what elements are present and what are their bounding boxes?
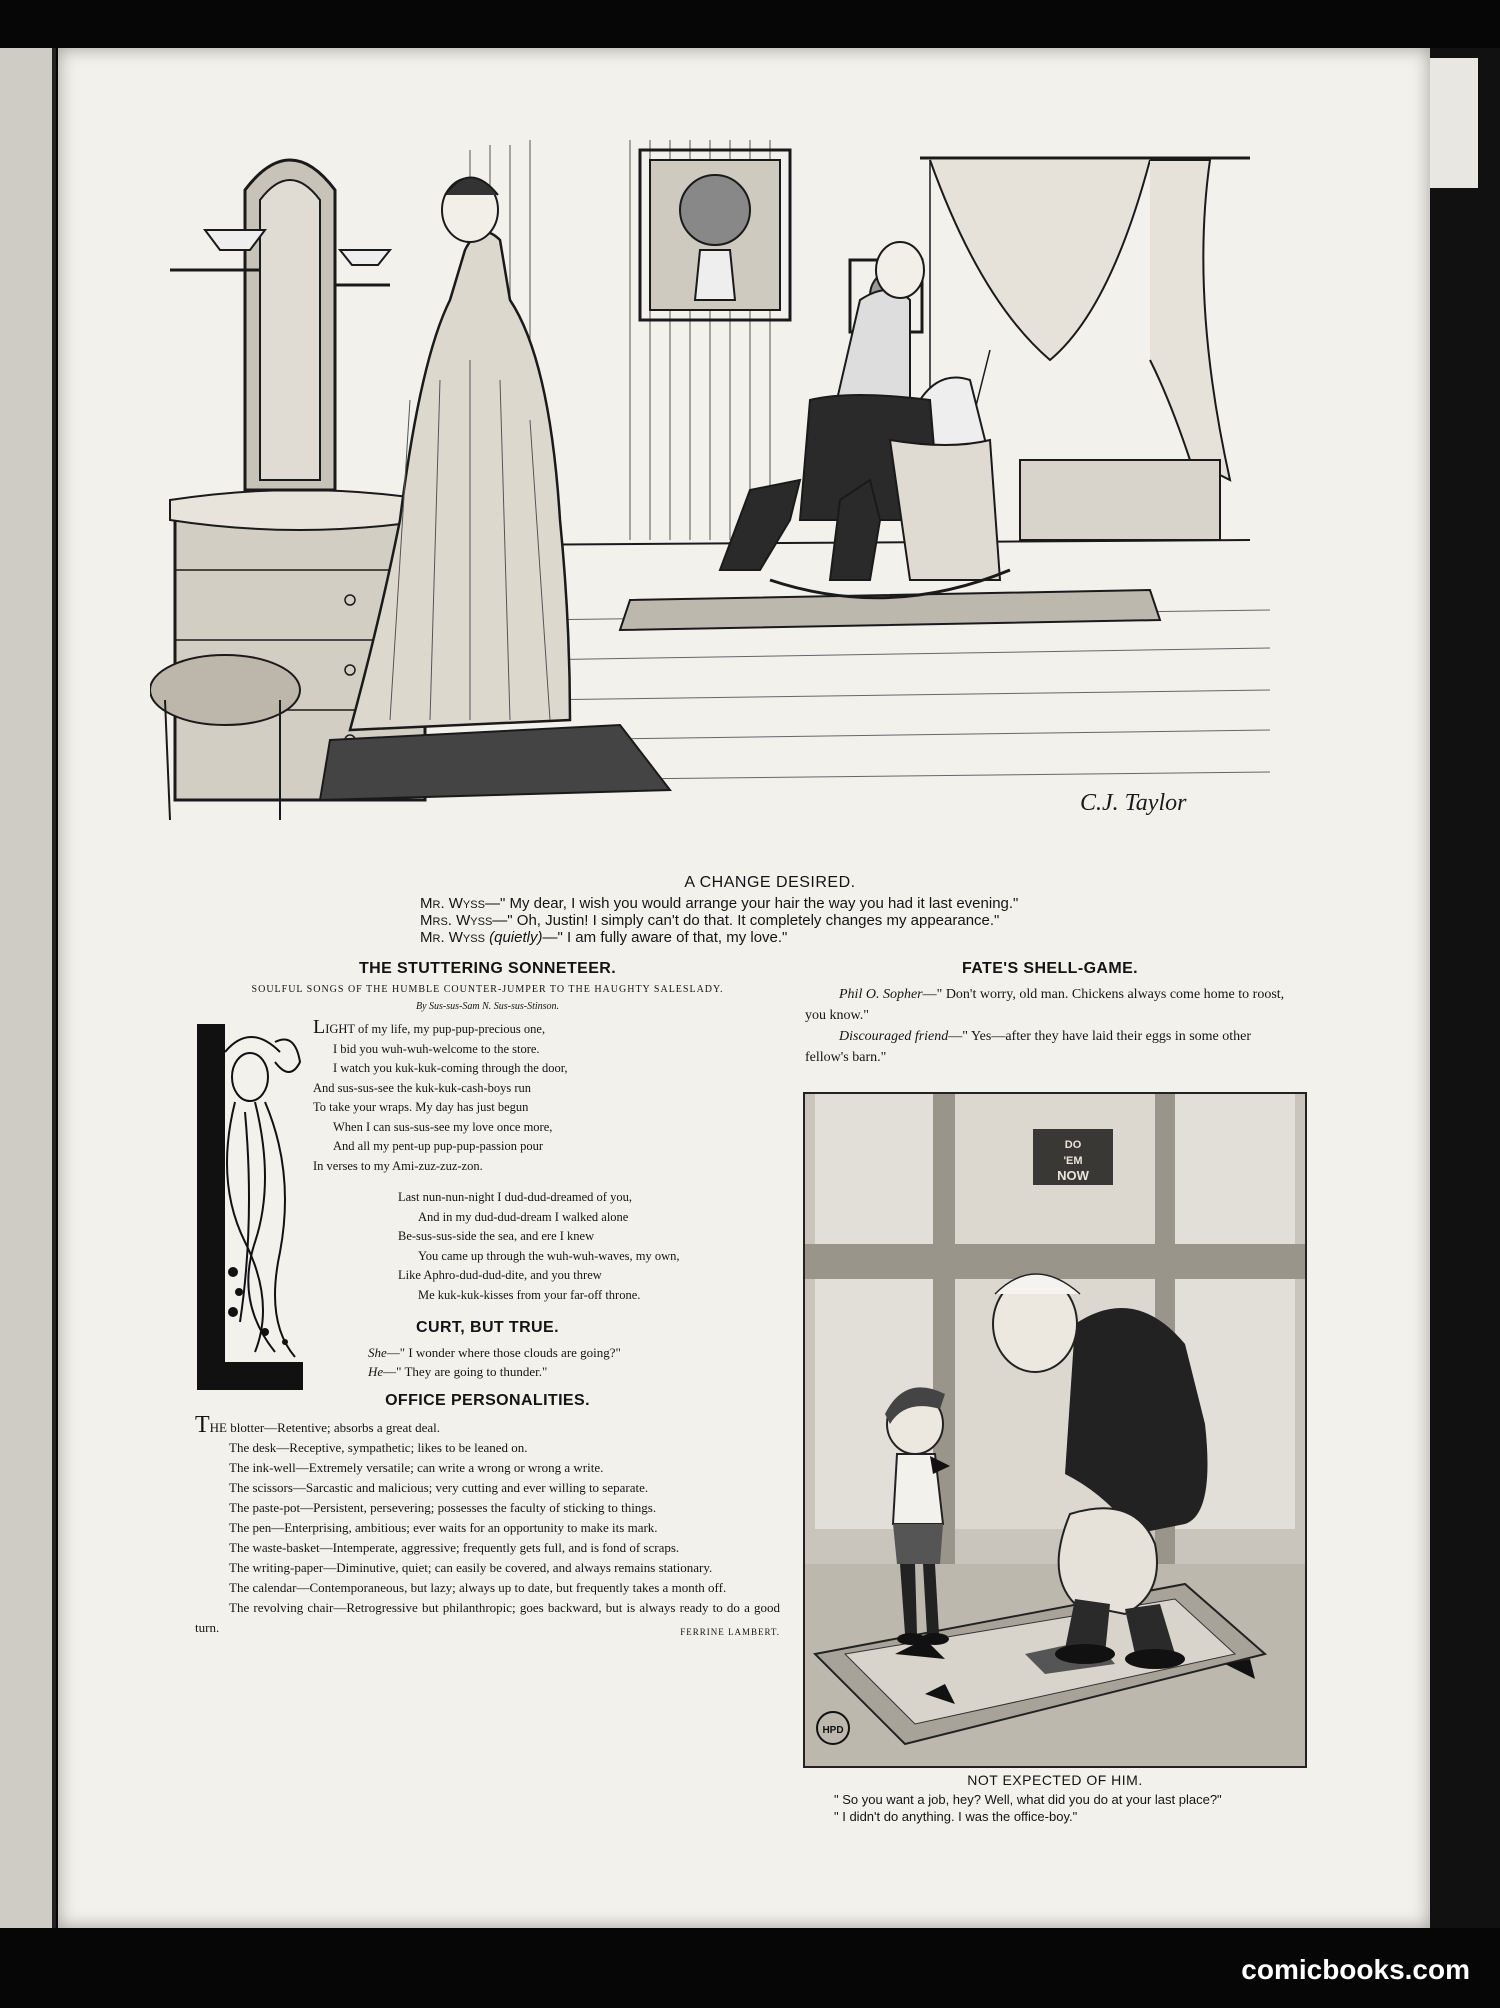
dialogue-line: He—" They are going to thunder." <box>368 1364 548 1379</box>
poem-line: And all my pent-up pup-pup-passion pour <box>333 1139 544 1153</box>
poem-line: And sus-sus-see the kuk-kuk-cash-boys run <box>313 1080 532 1095</box>
dialogue-line <box>420 929 1120 946</box>
dialogue-line: Phil O. Sopher—" Don't worry, old man. Chickens always come home to roost, you know." <box>805 987 1285 1023</box>
poem-line: I watch you kuk-kuk-coming through the door, <box>333 1061 568 1075</box>
paper-tab <box>1430 58 1478 188</box>
sonnet-stanza-2 <box>398 1188 780 1305</box>
caption-title: A CHANGE DESIRED. <box>684 874 856 891</box>
top-cartoon-illustration <box>150 100 1300 860</box>
office-item: The scissors—Sarcastic and malicious; very cutting and ever willing to separate. <box>229 1480 649 1495</box>
dialogue-line: She—" I wonder where those clouds are going?" <box>368 1345 621 1360</box>
sonneteer-title: THE STUTTERING SONNETEER. <box>358 960 617 977</box>
drop-cap: L <box>313 1016 326 1038</box>
office-item: The pen—Enterprising, ambitious; ever waits for an opportunity to make its mark. <box>229 1520 658 1535</box>
office-item: The writing-paper—Diminutive, quiet; can easily be covered, and always remains stationary. <box>229 1560 713 1575</box>
curt-title: CURT, BUT TRUE. <box>416 1319 559 1336</box>
speaker: She <box>368 1345 387 1360</box>
office-item: The revolving chair—Retrogressive but philanthropic; goes backward, but is always ready to do a good turn. FERRINE LAMBERT. <box>195 1598 780 1638</box>
office-item: The paste-pot—Persistent, persevering; possesses the faculty of sticking to things. <box>229 1500 657 1515</box>
dialogue-text: —" My dear, I wish you would arrange your hair the way you had it last evening." <box>484 895 1019 912</box>
fate-dialogue <box>805 984 1295 1068</box>
poem-line: Be-sus-sus-side the sea, and ere I knew <box>398 1229 595 1243</box>
poem-line: To take your wraps. My day has just begun <box>313 1100 529 1114</box>
poem-line: Me kuk-kuk-kisses from your far-off throne. <box>418 1287 641 1302</box>
sonnet-block <box>195 1018 780 1381</box>
poem-line: Like Aphro-dud-dud-dite, and you threw <box>398 1268 602 1282</box>
top-cartoon-caption <box>420 874 1120 946</box>
speaker: Mr. Wyss <box>420 929 485 946</box>
left-column <box>195 960 780 1642</box>
office-item: The calendar—Contemporaneous, but lazy; always up to date, but frequently takes a month off. <box>229 1580 727 1595</box>
office-item: The ink-well—Extremely versatile; can write a wrong or wrong a write. <box>229 1460 604 1475</box>
sign-line: NOW <box>1057 1168 1089 1183</box>
bottom-cartoon-caption <box>810 1772 1300 1825</box>
speaker: Mrs. Wyss <box>420 912 493 929</box>
dialogue-line: " So you want a job, hey? Well, what did you do at your last place?" <box>834 1792 1222 1807</box>
art-nouveau-initial-ornament <box>195 1022 305 1392</box>
stage-aside: (quietly) <box>489 929 543 946</box>
speaker: Mr. Wyss <box>420 895 485 912</box>
poem-line: And in my dud-dud-dream I walked alone <box>418 1209 629 1224</box>
dialogue-text: —" I am fully aware of that, my love." <box>542 929 788 946</box>
page-edge-right <box>1430 48 1500 1928</box>
office-item: The waste-basket—Intemperate, aggressive; frequently gets full, and is fond of scraps. <box>229 1540 680 1555</box>
sign-line: 'EM <box>1063 1155 1083 1167</box>
sign-line: DO <box>1064 1139 1082 1151</box>
binding-edge <box>0 48 56 1928</box>
sonneteer-subtitle: SOULFUL SONGS OF THE HUMBLE COUNTER-JUMPER TO THE HAUGHTY SALESLADY. <box>251 984 724 995</box>
poem-line: I bid you wuh-wuh-welcome to the store. <box>333 1041 540 1056</box>
poem-line: Last nun-nun-night I dud-dud-dreamed of you, <box>398 1190 632 1204</box>
dialogue-text: —" Oh, Justin! I simply can't do that. It completely changes my appearance." <box>492 912 1000 929</box>
speaker: Phil O. Sopher <box>839 987 923 1002</box>
caption-title: NOT EXPECTED OF HIM. <box>967 1772 1143 1788</box>
sonnet-text <box>313 1018 780 1305</box>
office-title: OFFICE PERSONALITIES. <box>385 1392 590 1409</box>
office-item: The desk—Receptive, sympathetic; likes to be leaned on. <box>229 1440 528 1455</box>
site-watermark: comicbooks.com <box>1241 1954 1470 1985</box>
poem-line: LIGHT of my life, my pup-pup-precious one, <box>313 1016 546 1038</box>
poem-line: When I can sus-sus-see my love once more, <box>333 1119 553 1134</box>
curt-but-true <box>313 1319 780 1381</box>
artist-signature: C.J. Taylor <box>1080 790 1187 816</box>
sonneteer-byline: By Sus-sus-Sam N. Sus-sus-Stinson. <box>415 1001 560 1012</box>
dialogue-line: " I didn't do anything. I was the office-boy." <box>834 1809 1078 1824</box>
dialogue-line <box>420 912 1120 929</box>
poem-line: In verses to my Ami-zuz-zuz-zon. <box>313 1158 483 1173</box>
dialogue-line <box>420 895 1120 912</box>
speaker: Discouraged friend <box>839 1029 949 1044</box>
dialogue-line: Discouraged friend—" Yes—after they have laid their eggs in some other fellow's barn." <box>805 1029 1252 1065</box>
drop-cap: T <box>195 1412 210 1438</box>
speaker: He <box>368 1364 384 1379</box>
right-column <box>805 960 1295 1068</box>
fate-title: FATE'S SHELL-GAME. <box>961 960 1139 977</box>
poem-line: You came up through the wuh-wuh-waves, my own, <box>418 1248 680 1263</box>
office-item: THE blotter—Retentive; absorbs a great deal. <box>195 1412 440 1438</box>
artist-monogram: HPD <box>822 1725 844 1736</box>
office-personalities <box>195 1391 780 1638</box>
author-signature: FERRINE LAMBERT. <box>680 1627 780 1637</box>
bottom-cartoon-illustration <box>803 1092 1307 1768</box>
